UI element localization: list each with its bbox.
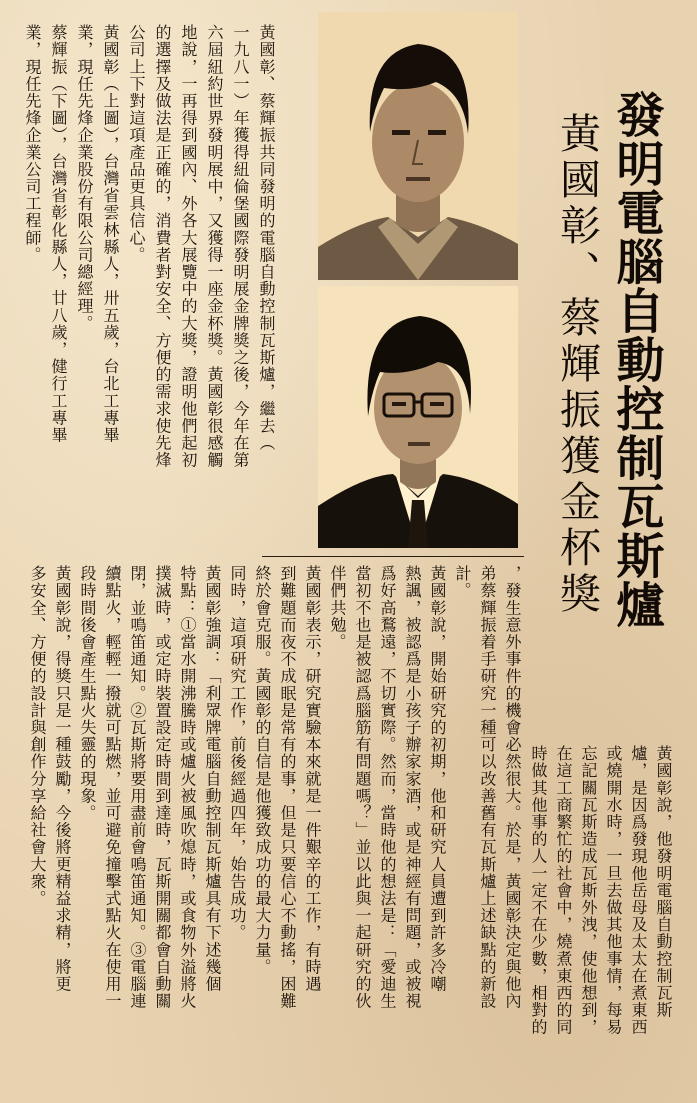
upper-col-5: 的選擇及做法是正確的，消費者對安全、方便的需求使先烽 [153, 24, 172, 469]
lower-col-16: 到難題而夜不成眠是常有的事，但是只要信心不動搖，困難 [278, 565, 297, 1010]
lower-col-18: 同時，這項研究工作，前後經過四年，始告成功。 [228, 565, 247, 942]
lower-col-13: 當初不也是被認爲腦筋有問題嗎？」並以此與一起研究的伙 [353, 565, 372, 1010]
lower-col-24: 段時間後會產生點火失靈的現象。 [78, 565, 97, 822]
lower-col-10: 黃國彰說，開始研究的初期，他和研究人員遭到許多冷嘲 [428, 565, 447, 993]
lower-col-7: ，發生意外事件的機會必然很大。於是，黃國彰決定與他內 [503, 565, 522, 1010]
lower-col-26: 多安全、方便的設計與創作分享給社會大衆。 [28, 565, 47, 907]
lower-col-15: 黃國彰表示，研究實驗本來就是一件艱辛的工作，有時遇 [303, 565, 322, 993]
lower-col-3: 或燒開水時，一旦去做其他事情，每易 [604, 745, 623, 1036]
upper-col-9: 蔡輝振（下圖），台灣省彰化縣人，廿八歲，健行工專畢 [49, 24, 68, 444]
headline-subtitle: 黃國彰、蔡輝振獲金杯獎 [553, 112, 601, 618]
lower-col-8: 弟蔡輝振着手研究一種可以改善舊有瓦斯爐上述缺點的新設 [478, 565, 497, 1010]
portrait-photo-lower [318, 286, 518, 548]
lower-col-12: 爲好高鶩遠，不切實際。然而，當時他的想法是：「愛迪生 [378, 565, 397, 1010]
upper-col-7: 黃國彰（上圖），台灣省雲林縣人，卅五歲，台北工專畢 [101, 24, 120, 444]
lower-col-23: 續點火，輕輕一撥就可點燃，並可避免撞擊式點火在使用一 [103, 565, 122, 1010]
lower-col-11: 熱諷，被認爲是小孩子辦家家酒，或是神經有問題，或被視 [403, 565, 422, 1010]
lower-col-22: 閉，並鳴笛通知。②瓦斯將要用盡前會鳴笛通知。③電腦連 [128, 565, 147, 1010]
lower-col-19: 黃國彰強調：「利眾牌電腦自動控制瓦斯爐具有下述幾個 [203, 565, 222, 993]
lower-col-14: 伴們共勉。 [328, 565, 347, 651]
lower-col-21: 撲滅時，或定時裝置設定時間到達時，瓦斯開關都會自動關 [153, 565, 172, 1010]
headline-title: 發明電腦自動控制瓦斯爐 [608, 90, 664, 629]
lower-col-17: 終於會克服。黃國彰的自信是他獲致成功的最大力量。 [253, 565, 272, 976]
upper-col-10: 業，現任先烽企業公司工程師。 [23, 24, 42, 264]
upper-col-4: 地說，一再得到國內、外各大展覽中的大獎，證明他們起初 [179, 24, 198, 469]
lower-col-2: 爐，是因爲發現他岳母及太太在煮東西 [629, 745, 648, 1036]
upper-col-2: 一九八一）年獲得紐倫堡國際發明展金牌獎之後，今年在第 [231, 24, 250, 469]
lower-col-25: 黃國彰說，得獎只是一種鼓勵，今後將更精益求精，將更 [53, 565, 72, 993]
upper-col-6: 公司上下對這項產品更具信心。 [127, 24, 146, 264]
section-divider [262, 556, 524, 557]
portrait-photo-upper [318, 12, 518, 280]
lower-col-5: 在這工商繁忙的社會中，燒煮東西的同 [554, 745, 573, 1036]
lower-col-4: 忘記關瓦斯造成瓦斯外洩，使他想到， [579, 745, 598, 1036]
lower-col-20: 特點：①當水開沸騰時或爐火被風吹熄時，或食物外溢將火 [178, 565, 197, 1010]
upper-col-8: 業，現任先烽企業股份有限公司總經理。 [75, 24, 94, 332]
lower-col-6: 時做其他事的人一定不在少數，相對的 [529, 745, 548, 1036]
upper-col-1: 黃國彰、蔡輝振共同發明的電腦自動控制瓦斯爐，繼去（ [257, 24, 276, 452]
upper-col-3: 六屆紐約世界發明展中，又獲得一座金杯獎。黃國彰很感觸 [205, 24, 224, 469]
lower-col-1: 黃國彰說，他發明電腦自動控制瓦斯 [654, 745, 673, 1019]
lower-col-9: 計。 [453, 565, 472, 600]
